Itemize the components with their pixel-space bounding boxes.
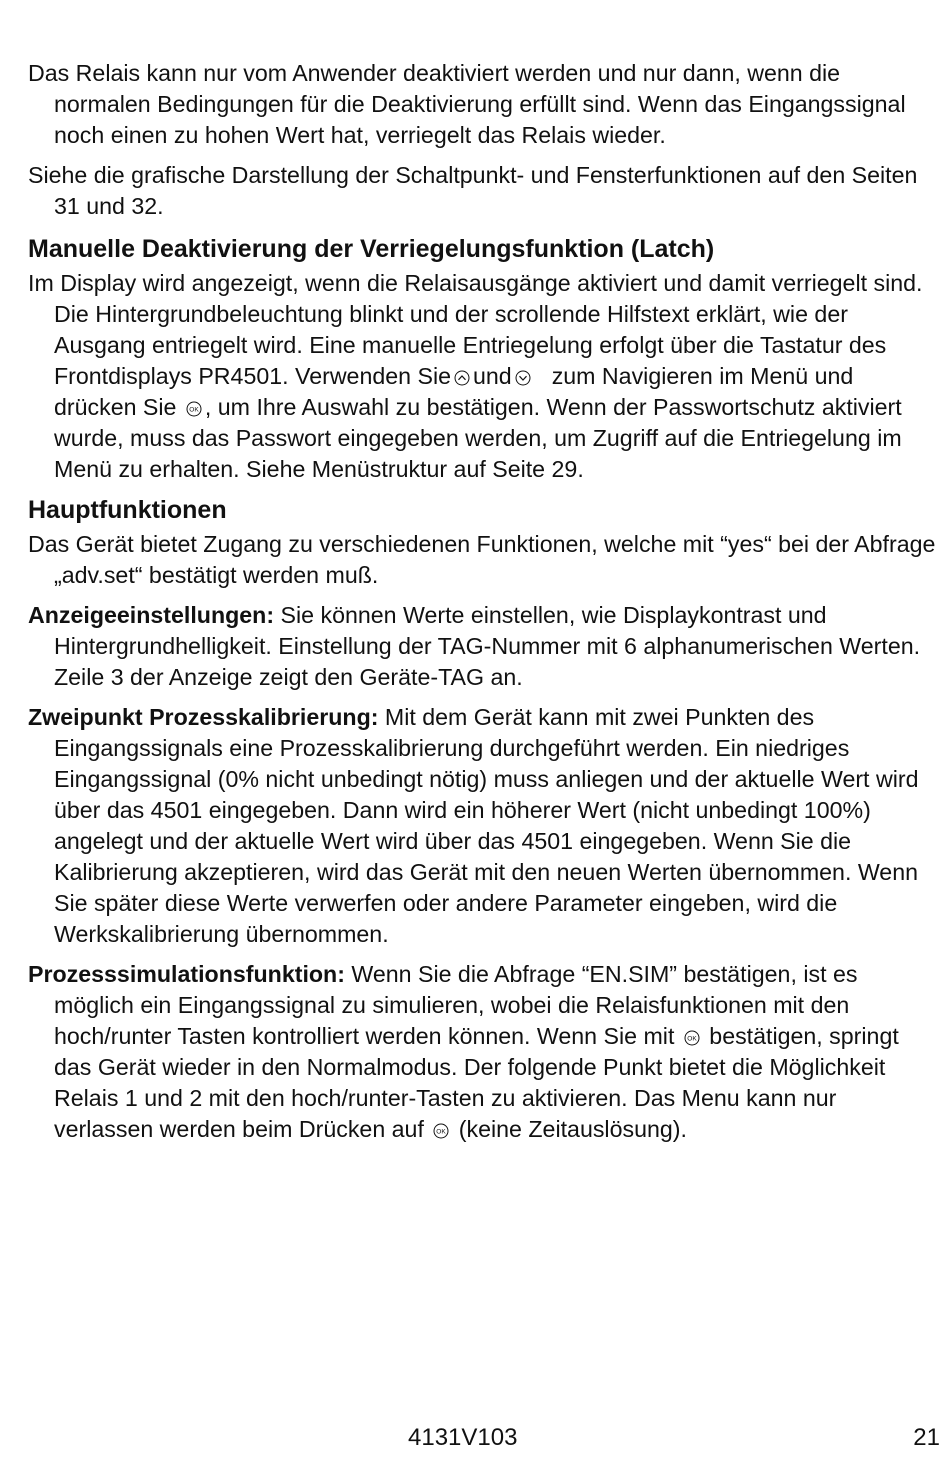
paragraph-text: Das Relais kann nur vom Anwender deaktiviert werden und nur dann, wenn die normalen Bedingungen für die Deaktivierung erfüllt sind. Wenn das Eingangssignal noch einen zu hohen Wert hat, verriegelt das Relais wieder. <box>28 60 906 148</box>
document-body <box>28 58 942 1145</box>
paragraph-process-simulation <box>28 959 942 1145</box>
heading-main-functions: Hauptfunktionen <box>28 496 227 524</box>
paragraph-relay-deactivation <box>28 58 942 151</box>
page-footer <box>0 1424 950 1458</box>
term-label: Zweipunkt Prozesskalibrierung: <box>28 704 379 730</box>
ok-key-icon <box>433 1123 449 1139</box>
paragraph-text: Wenn Sie die Abfrage “EN.SIM” bestätigen, ist es möglich ein Eingangssignal zu simulieren, wobei die Relaisfunktionen mit den hoch/runter Tasten kontrolliert werden können. Wenn Sie mit <box>54 961 858 1049</box>
paragraph-text: zum Navigieren im Menü und drücken Sie <box>54 363 854 420</box>
paragraph-two-point-calibration <box>28 702 942 950</box>
document-id: 4131V103 <box>408 1424 518 1451</box>
paragraph-main-functions <box>28 529 942 591</box>
paragraph-text: (keine Zeitauslösung). <box>458 1116 687 1142</box>
down-key-icon <box>515 370 531 386</box>
ok-key-icon <box>186 401 202 417</box>
paragraph-text: Sie können Werte einstellen, wie Displaykontrast und Hintergrundhelligkeit. Einstellung der TAG-Nummer mit 6 alphanumerischen Werten. Zeile 3 der Anzeige zeigt den Geräte-TAG an. <box>54 602 921 690</box>
paragraph-latch <box>28 268 942 485</box>
paragraph-text: bestätigen, springt das Gerät wieder in den Normalmodus. Der folgende Punkt bietet die Möglichkeit Relais 1 und 2 mit den hoch/runter-Tasten zu aktivieren. Das Menu kann nur verlassen werden beim Drücken auf <box>54 1023 899 1142</box>
paragraph-display-settings <box>28 600 942 693</box>
paragraph-text: und <box>473 363 512 389</box>
term-label: Anzeigeeinstellungen: <box>28 602 275 628</box>
svg-text:OK: OK <box>687 1035 697 1043</box>
paragraph-text: Das Gerät bietet Zugang zu verschiedenen Funktionen, welche mit “yes“ bei der Abfrage „adv.set“ bestätigt werden muß. <box>28 531 936 588</box>
paragraph-text: Mit dem Gerät kann mit zwei Punkten des Eingangssignals eine Prozesskalibrierung durchgeführt werden. Ein niedriges Eingangssignal (0% nicht unbedingt nötig) muss anliegen und der aktuelle Wert wird über das 4501 eingegeben. Dann wird ein höherer Wert (nicht unbedingt 100%) angelegt und der aktuelle Wert wird über das 4501 eingegeben. Wenn Sie die Kalibrierung akzeptieren, wird das Gerät mit den neuen Werten übernommen. Wenn Sie später diese Werte verwerfen oder andere Parameter eingeben, wird die Werkskalibrierung übernommen. <box>54 704 919 947</box>
paragraph-see-graphics <box>28 160 942 222</box>
svg-text:OK: OK <box>436 1128 447 1136</box>
svg-text:OK: OK <box>189 406 199 414</box>
up-key-icon <box>454 370 470 386</box>
term-label: Prozesssimulationsfunktion: <box>28 961 345 987</box>
paragraph-text: , um Ihre Auswahl zu bestätigen. Wenn der Passwortschutz aktiviert wurde, muss das Passwort eingegeben werden, um Zugriff auf die Entriegelung im Menü zu erhalten. Siehe Menüstruktur auf Seite 29. <box>54 394 902 482</box>
paragraph-text: Siehe die grafische Darstellung der Schaltpunkt- und Fensterfunktionen auf den Seiten 31 und 32. <box>28 162 918 219</box>
heading-latch: Manuelle Deaktivierung der Verriegelungsfunktion (Latch) <box>28 235 715 263</box>
page-number: 21 <box>913 1424 940 1451</box>
paragraph-text: Im Display wird angezeigt, wenn die Relaisausgänge aktiviert und damit verriegelt sind. Die Hintergrundbeleuchtung blinkt und der scrollende Hilfstext erklärt, wie der Ausgang entriegelt wird. Eine manuelle Entriegelung erfolgt über die Tastatur des Frontdisplays PR4501. Verwenden Sie <box>28 270 923 389</box>
ok-key-icon <box>684 1030 700 1046</box>
